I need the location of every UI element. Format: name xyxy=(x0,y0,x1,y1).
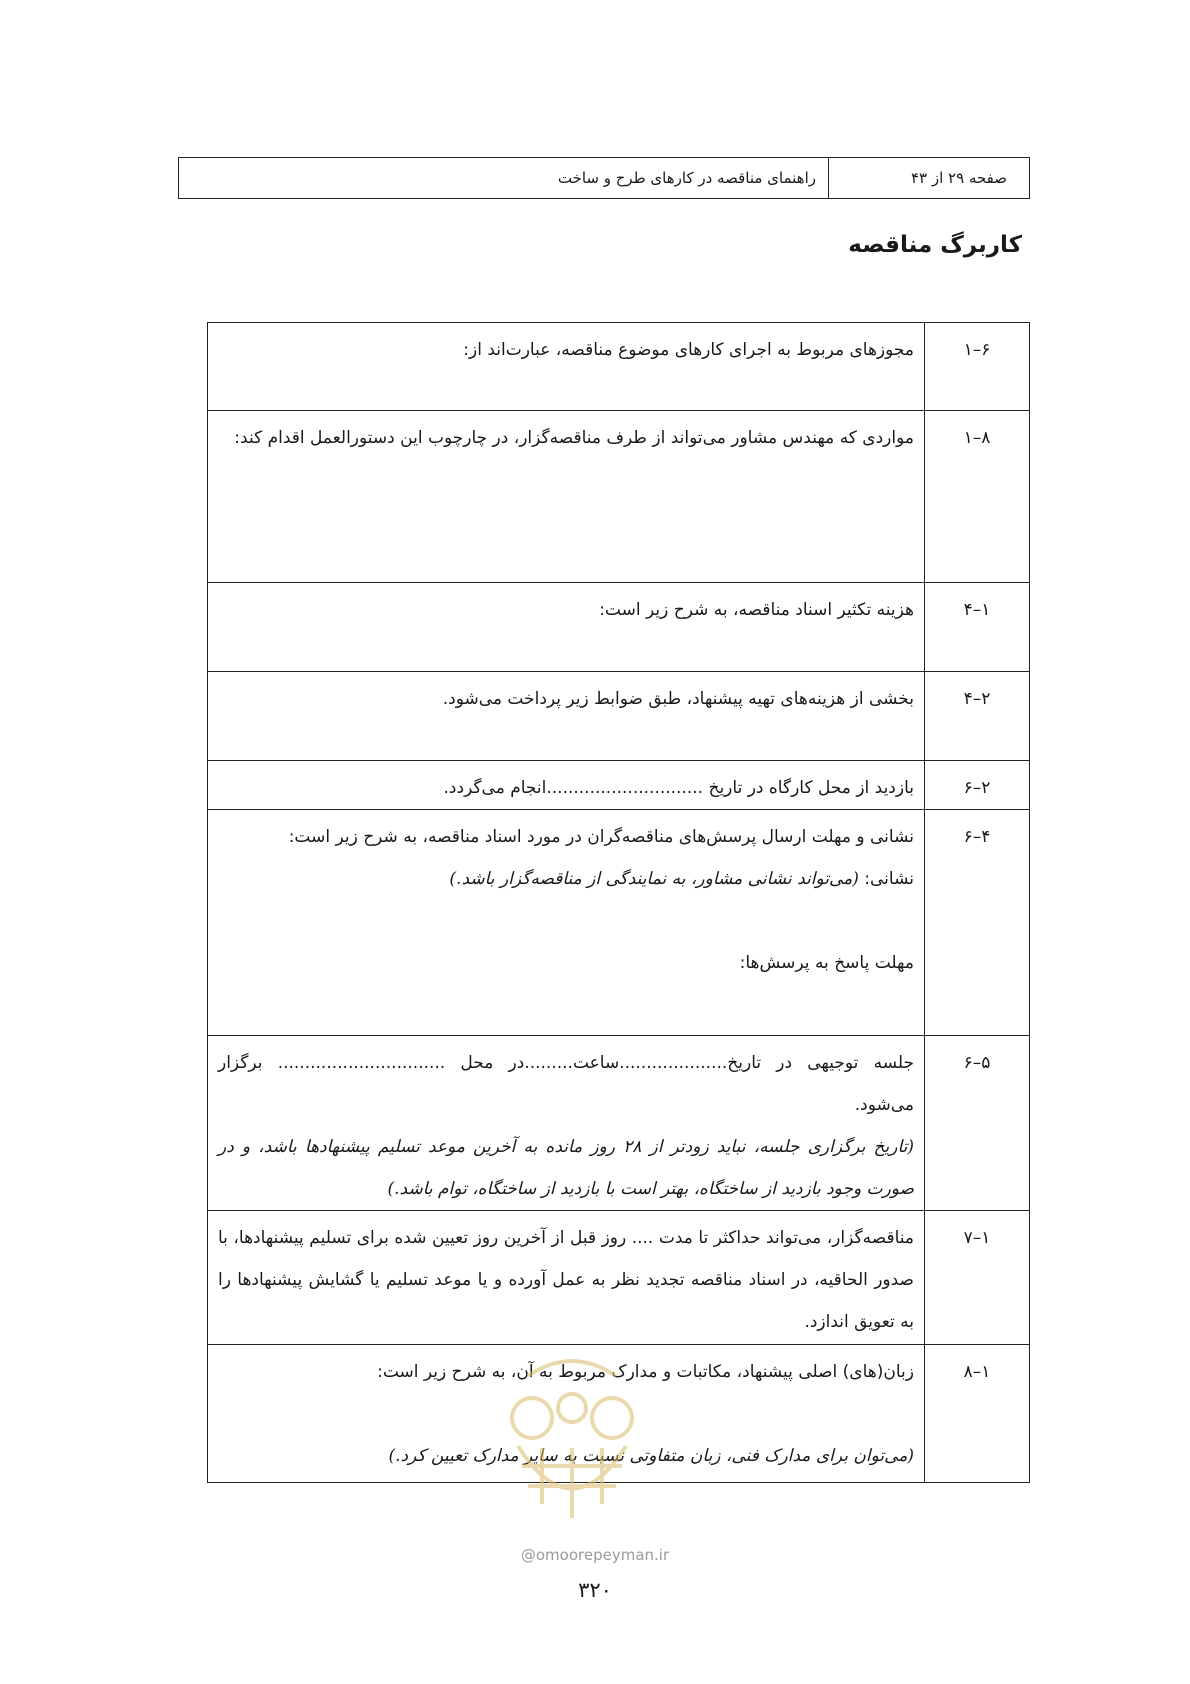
table-row xyxy=(208,1211,1030,1345)
clause-text xyxy=(208,1345,925,1483)
clause-line: بخشی از هزینه‌های تهیه پیشنهاد، طبق ضوابط زیر پرداخت می‌شود. xyxy=(442,689,914,709)
clause-text xyxy=(208,672,925,761)
clause-text xyxy=(208,810,925,1036)
page-title: کاربرگ مناقصه xyxy=(848,232,1022,258)
clause-number: ۶–۵ xyxy=(925,1036,1030,1211)
blank-space xyxy=(218,900,914,942)
clause-text xyxy=(208,1036,925,1211)
clause-number: ۶–۴ xyxy=(925,810,1030,1036)
clause-line: بازدید از محل کارگاه در تاریخ .............................انجام می‌گردد. xyxy=(443,778,914,798)
address-label: نشانی: xyxy=(864,869,914,889)
clause-line xyxy=(218,858,914,900)
clause-text xyxy=(208,1211,925,1345)
header-document-title: راهنمای مناقصه در کارهای طرح و ساخت xyxy=(557,169,816,187)
header-page-indicator: صفحه ۲۹ از ۴۳ xyxy=(828,158,1029,198)
clause-text xyxy=(208,323,925,411)
clause-line: نشانی و مهلت ارسال پرسش‌های مناقصه‌گران در مورد اسناد مناقصه، به شرح زیر است: xyxy=(288,827,914,847)
page-header xyxy=(178,157,1030,199)
clause-number: ۷–۱ xyxy=(925,1211,1030,1345)
clause-line: مهلت پاسخ به پرسش‌ها: xyxy=(739,953,914,973)
clause-line: مواردی که مهندس مشاور می‌تواند از طرف مناقصه‌گزار، در چارچوب این دستورالعمل اقدام کند: xyxy=(234,428,914,448)
at-icon: @ xyxy=(520,1546,536,1564)
blank-space xyxy=(218,1393,914,1435)
clause-text xyxy=(208,761,925,810)
clause-text xyxy=(208,583,925,672)
clause-number: ۴–۱ xyxy=(925,583,1030,672)
table-row xyxy=(208,1036,1030,1211)
table-row xyxy=(208,583,1030,672)
clause-note: (تاریخ برگزاری جلسه، نباید زودتر از ۲۸ روز مانده به آخرین موعد تسلیم پیشنهادها باشد، و در صورت وجود بازدید از ساختگاه، بهتر است با بازدید از ساختگاه، توام باشد.) xyxy=(218,1137,914,1199)
clause-line: جلسه توجیهی در تاریخ....................ساعت.........در محل ............................... برگزار می‌شود. xyxy=(218,1053,914,1115)
address-note: (می‌تواند نشانی مشاور، به نمایندگی از مناقصه‌گزار باشد.) xyxy=(449,869,859,889)
table-row xyxy=(208,1345,1030,1483)
clause-number: ۶–۲ xyxy=(925,761,1030,810)
clause-line: زبان(های) اصلی پیشنهاد، مکاتبات و مدارک مربوط به آن، به شرح زیر است: xyxy=(377,1362,914,1382)
website-text: omoorepeyman.ir xyxy=(535,1546,670,1564)
clause-line: هزینه تکثیر اسناد مناقصه، به شرح زیر است: xyxy=(599,600,914,620)
clause-number: ۱–۸ xyxy=(925,411,1030,583)
table-row xyxy=(208,323,1030,411)
clause-number: ۴–۲ xyxy=(925,672,1030,761)
clause-line: مجوزهای مربوط به اجرای کارهای موضوع مناقصه، عبارت‌اند از: xyxy=(463,340,914,360)
clause-line: مناقصه‌گزار، می‌تواند حداکثر تا مدت .... روز قبل از آخرین روز تعیین شده برای تسلیم پیشنهادها، با صدور الحاقیه، در اسناد مناقصه تجدید نظر به عمل آورده و یا موعد تسلیم یا گشایش پیشنهادها را به تعویق اندازد. xyxy=(218,1228,914,1332)
clause-text xyxy=(208,411,925,583)
tender-form-table xyxy=(207,322,1030,1483)
clause-note: (می‌توان برای مدارک فنی، زبان متفاوتی نسبت به سایر مدارک تعیین کرد.) xyxy=(388,1446,914,1466)
table-row xyxy=(208,761,1030,810)
clause-number: ۱–۶ xyxy=(925,323,1030,411)
clause-number: ۸–۱ xyxy=(925,1345,1030,1483)
table-row xyxy=(208,411,1030,583)
table-row xyxy=(208,810,1030,1036)
page-number: ۳۲۰ xyxy=(578,1578,612,1602)
table-row xyxy=(208,672,1030,761)
publisher-website xyxy=(0,1546,1190,1564)
